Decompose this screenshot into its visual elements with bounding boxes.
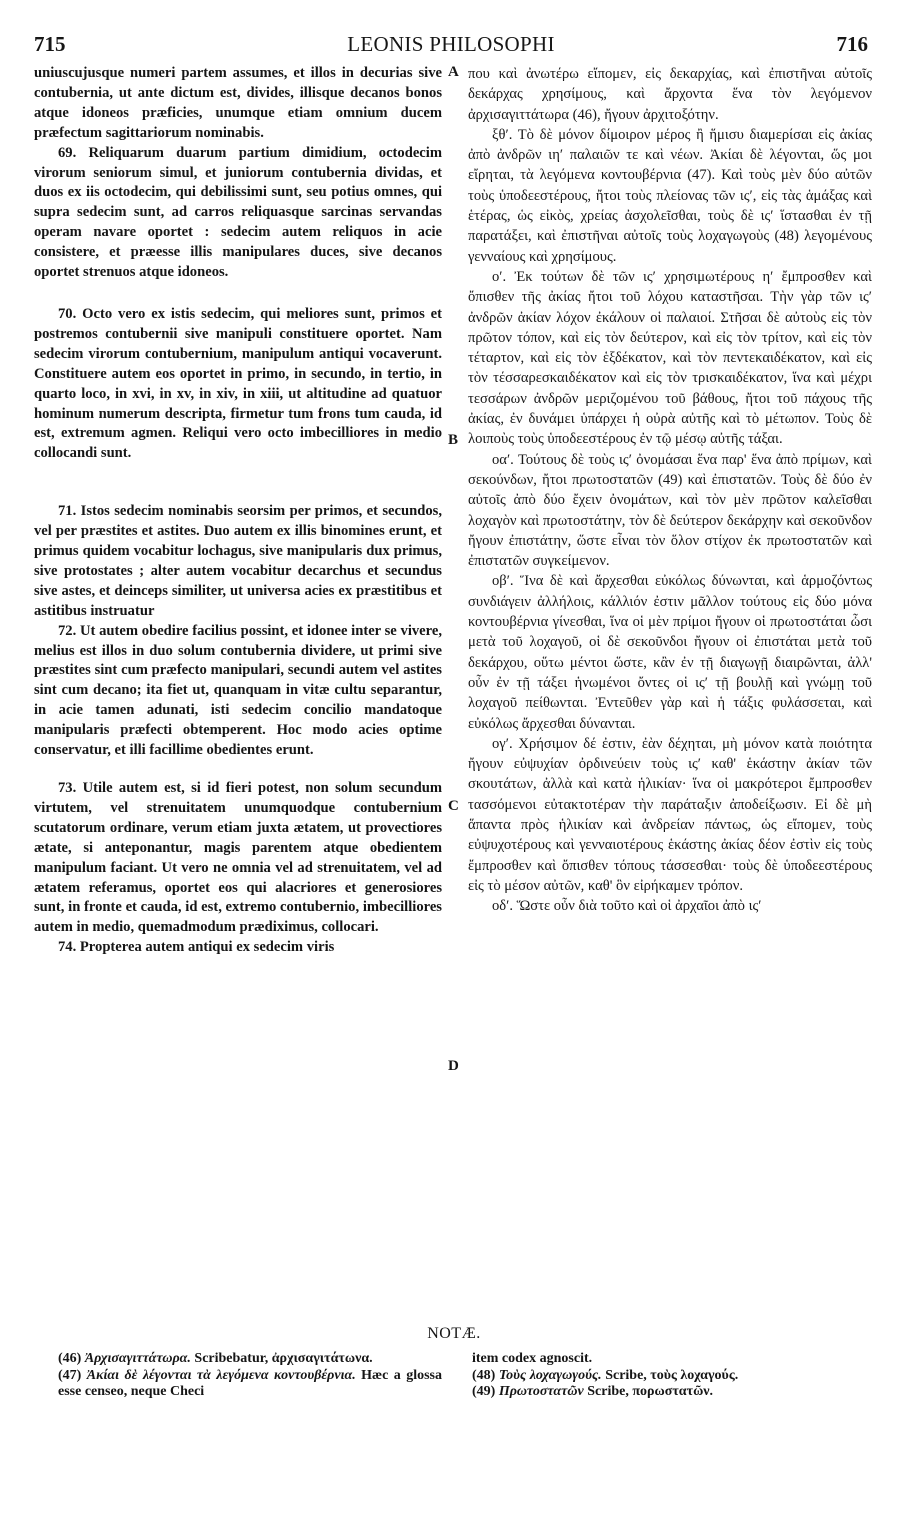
margin-letter-b: B [448, 432, 459, 448]
page-number-left: 715 [34, 32, 66, 56]
notes-heading: NOTÆ. [427, 1325, 481, 1342]
latin-paragraph-73: 73. Utile autem est, si id fieri potest, non solum secundum virtutem, vel strenuitatem unumquodque contubernium scutatorum ordinare, verum etiam juxta ætatem, ut provectiores ætate, si anteponantur, magis parentem atque obedientem manipulum faciant. Ut vero ne omnia vel ad strenuitatem, vel ad ætatem referamus, oportet eos qui alacriores et generosiores sunt, in fronte et cauda, id est, extremo contubernio, imbecilliores autem in medio, quemadmodum prædiximus, collocari. [34, 780, 442, 936]
note-48-lemma: Τοὺς λοχαγωγούς. [498, 1367, 602, 1383]
greek-paragraph-69: ξθʹ. Τὸ δὲ μόνον δίμοιρον μέρος ἢ ἥμισυ διαμερίσαι εἰς ἀκίας ἀπὸ ἀνδρῶν ιηʹ παλαιῶν τε καὶ νέων. Ἀκίαι δὲ λέγονται, ὥς μοι εἴρηται, τὰ λεγόμενα κοντουβέρνια (47). Καὶ τοὺς μὲν δύο αὐτῶν τοὺς ὑποδεεστέρους, ἤτοι τοὺς πλείονας τῶν ιςʹ, εἰς τὰς ἁμάξας καὶ ἑτέρας, ὡς εἰκὸς, χρείας ἀσχολεῖσθαι, τοὺς δὲ ιςʹ ἵστασθαι ἐν τῇ παρατάξει, καὶ ἐπιστῆναι αὐτοῖς τοὺς λοχαγωγοὺς (48) λεγομένους γενναίους καὶ χρησίμους. [468, 126, 872, 265]
notes-left-column [58, 1351, 442, 1401]
latin-paragraph-68-end: uniuscujusque numeri partem assumes, et illos in decurias sive contubernia, ut ante dictum est, divides, illisque decanos bonos atque idoneos præficies, unumque etiam omnium ducem præfectum sagittariorum nominabis. [34, 65, 442, 141]
latin-paragraph-69: 69. Reliquarum duarum partium dimidium, octodecim virorum seniorum simul, et juniorum contubernia dividas, et duos ex iis octodecim, qui debilissimi sunt, seu potius omnes, qui supra sedecim sunt, ad carros reliquasque sarcinas servandas operam navare oportet : sedecim autem reliquos in acie consistere, et præesse illis manipulares duces, sive decanos oportet strenuos atque idoneos. [34, 144, 442, 281]
greek-paragraph-74: οδʹ. Ὥστε οὖν διὰ τοῦτο καὶ οἱ ἀρχαῖοι ἀπὸ ιςʹ [492, 898, 762, 915]
greek-paragraph-71: οαʹ. Τούτους δὲ τοὺς ιςʹ ὀνομάσαι ἕνα παρ' ἕνα ἀπὸ πρίμων, καὶ σεκούνδων, ἤτοι πρωτοστατῶν (49) καὶ ἐπιστατῶν. Τοὺς δὲ δύο ἐν αὐτοῖς ἀπὸ δύο ἔχειν ὀνομάτων, καὶ τὸν μὲν πρῶτον καλεῖσθαι λοχαγὸν καὶ πρωτοστάτην, τὸν δὲ δεύτερον δεκάρχην καὶ σεκοῦνδον ἤγουν ἐπιστάτην, ὥστε εἶναι τὸν ὅλον στίχον ἐκ πρωτοστατῶν καὶ ἐπιστατῶν συγκείμενον. [468, 451, 872, 570]
greek-paragraph-68-end: που καὶ ἀνωτέρω εἴπομεν, εἰς δεκαρχίας, καὶ ἐπιστῆναι αὐτοῖς δεκάρχας χρησίμους, καὶ ἄρχοντα ἕνα τὸν λεγόμενον ἀρχισαγιττάτωρα (46), ἤγουν ἀρχιτοξότην. [468, 66, 872, 123]
margin-letter-a: A [448, 64, 459, 80]
page-header [34, 32, 868, 56]
latin-paragraph-71: 71. Istos sedecim nominabis seorsim per primos, et secundos, vel per præstites et astites. Duo autem ex illis binomines erunt, et primus quidem vocabitur lochagus, sive manipularis dux primus, sive protostates ; alter autem vocabitur decarchus et secundus sive astes, et deinceps similiter, ut universa acies ex præstitibus et astitibus instruatur [34, 503, 442, 619]
running-title: LEONIS PHILOSOPHI [347, 32, 555, 56]
note-49-lemma: Πρωτοστατῶν [498, 1384, 584, 1399]
greek-paragraph-72: οβʹ. Ἵνα δὲ καὶ ἄρχεσθαι εὐκόλως δύνωνται, καὶ ἁρμοζόντως συνδιάγειν ἀλλήλοις, κάλλιόν ἐστιν μᾶλλον τούτους εἰς δύο μόνα κοντουβέρνια γίνεσθαι, ἵνα οἱ μὲν πρίμοι ἤγουν οἱ πρωτοστάται ὦσι μετὰ τοῦ λοχαγοῦ, οἱ δὲ σεκοῦνδοι ἤγουν οἱ ἐπιστάται μετὰ τοῦ δεκάρχου, οὕτω μέντοι ὥστε, κἂν ἐν τῇ διαγωγῇ διαιρῶνται, ἀλλ' οὖν ἐν τῇ τάξει ἡνωμένοι ὄντες οἱ ιςʹ τῇ βουλῇ καὶ γνώμῃ τοῦ λοχαγοῦ πείθωνται. Ἐντεῦθεν γὰρ καὶ ἡ τάξις φυλάσσεται, καὶ εὐκόλως ἄρχεσθαι δύνανται. [468, 573, 872, 732]
greek-paragraph-70: οʹ. Ἐκ τούτων δὲ τῶν ιςʹ χρησιμωτέρους ηʹ ἔμπροσθεν καὶ ὄπισθεν τῆς ἀκίας ἤτοι τοῦ λόχου καταστῆσαι. Τὴν γὰρ τῶν ιςʹ ἀνδρῶν ἀκίαν λόχον ἐκάλουν οἱ παλαιοί. Στῆσαι δὲ αὐτοὺς εἰς τὸν πρῶτον τόπον, καὶ εἰς τὸν δεύτερον, καὶ εἰς τὸν τρίτον, καὶ εἰς τὸν τέταρτον, καὶ εἰς τὸν ἑξδέκατον, καὶ τὸν πεντεκαιδέκατον, καὶ εἰς τὸν τέσσαρεσκαιδέκατον καὶ εἰς τὸν τρισκαιδέκατον, ἵνα καὶ μέχρι τεσσάρων ἀνδρῶν μεριζομένου τοῦ βάθους, ἤτοι τοῦ πάχους τῆς ἀκίας, ἐν δυνάμει ὑπάρχει ἡ οὐρὰ αὐτῆς καὶ τὸ μέτωπον. Τοὺς δὲ λοιποὺς τοὺς ὑποδεεστέρους ἐν τῷ μέσῳ αὐτῆς τάξαι. [468, 268, 872, 448]
note-46: (46) Ἀρχισαγιττάτωρα. Scribebatur, ἀρχισαγιτάτωνα. [58, 1351, 373, 1366]
note-49: (49) Πρωτοστατῶν Scribe, πορωστατῶν. [472, 1384, 714, 1399]
note-47: (47) Ἀκίαι δὲ λέγονται τὰ λεγόμενα κοντουβέρνια. Hæc a glossa esse censeo, neque Checi [58, 1367, 443, 1399]
latin-paragraph-70: 70. Octo vero ex istis sedecim, qui meliores sunt, primos et postremos contubernii sive manipuli constituere oportet. Nam sedecim virorum contubernium, manipulum antiqui vocaverunt. Constituere autem eos oportet in primo, in secundo, in tertio, in quarto loco, in xvi, in xv, in xiv, in xiii, ut altitudine ad quatuor hominum numerum descripta, firmetur tum frons tum cauda, id est, extremum agmen. Reliqui vero octo imbecilliores in medio collocandi sunt. [34, 305, 442, 462]
margin-letter-c: C [448, 798, 459, 814]
latin-paragraph-74: 74. Propterea autem antiqui ex sedecim viris [58, 939, 335, 956]
note-48: (48) Τοὺς λοχαγωγούς. Scribe, τοὺς λοχαγούς. [472, 1367, 739, 1383]
latin-column [34, 64, 442, 958]
page-number-right: 716 [836, 32, 868, 56]
margin-letter-d: D [448, 1058, 459, 1074]
notes-right-column [472, 1351, 872, 1401]
greek-column [468, 64, 872, 916]
greek-paragraph-73: ογʹ. Χρήσιμον δέ ἐστιν, ἐὰν δέχηται, μὴ μόνον κατὰ ποιότητα ἤγουν εὐψυχίαν ὀρδινεύειν τοὺς ιςʹ καθ' ἑκάστην ἀκίαν τῶν σκουτάτων, ἀλλὰ καὶ κατὰ ἡλικίαν· ἵνα οἱ μακρότεροι ἔμπροσθεν τασσόμενοι εὐτακτοτέραν τὴν παράταξιν ἀποδείξωσιν. Εἰ δὲ μὴ ἅπαντα πρὸς ἡλικίαν καὶ ἀνδρείαν πάντως, ὡς εἴπομεν, τοὺς εὐψυχοτέρους καὶ γενναιοτέρους ἑκάστης ἀκίας δέον ἐστὶν εἰς τοὺς ἔμπροσθεν καὶ ὄπισθεν τόπους τάσσεσθαι· τοὺς δὲ ὑποδεεστέρους εἰς τὸ μέσον αὐτῶν, καθ' ὃν εἰρήκαμεν τρόπον. [468, 735, 872, 894]
note-46-lemma: Ἀρχισαγιττάτωρα. [84, 1351, 191, 1366]
note-47-lemma: Ἀκίαι δὲ λέγονται τὰ λεγόμενα κοντουβέρνια. [86, 1367, 356, 1383]
latin-paragraph-72: 72. Ut autem obedire facilius possint, et idonee inter se vivere, melius est illos in duo solum contubernia dividere, ut primi sive præstites sint cum præfecto manipulari, secundi autem vel astites sint cum decano; ita fiet ut, quanquam in vitæ cultu separantur, in acie tamen adunati, isti sedecim concilio mandatoque manipularis præfecti obtemperent. Hoc modo acies optime conservatur, et illi facillime obedientes erunt. [34, 622, 442, 759]
note-47-continuation: item codex agnoscit. [472, 1351, 593, 1366]
